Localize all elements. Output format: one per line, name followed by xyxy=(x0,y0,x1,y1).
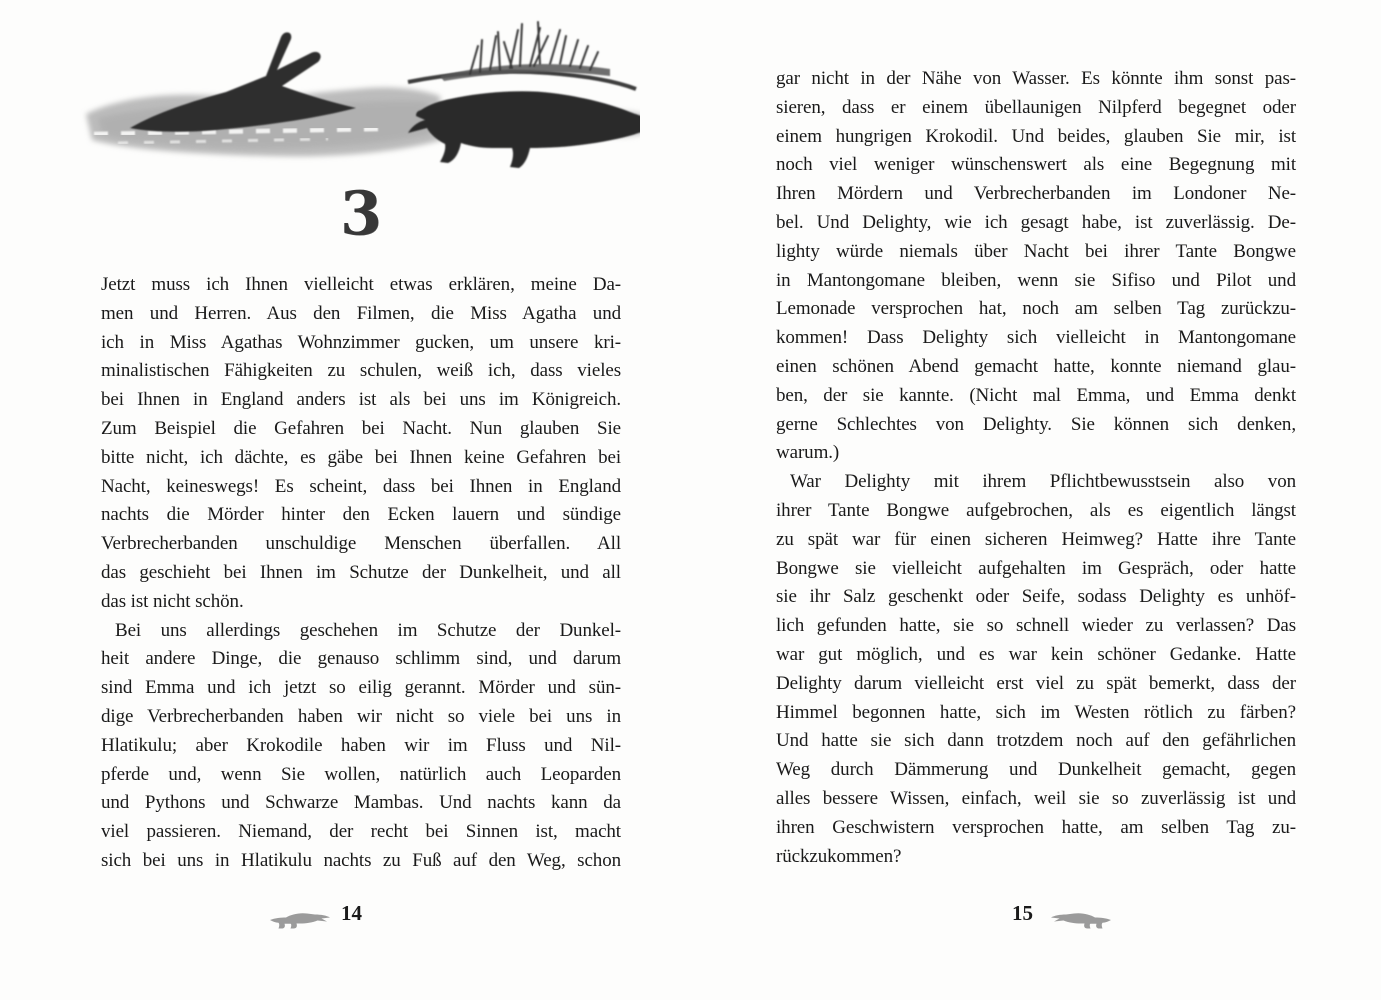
right-crocodile-silhouette xyxy=(408,91,640,168)
text-line: einen schönen Abend gemacht hatte, konnte niemand glau- xyxy=(776,355,1296,377)
text-line: gerne Schlechtes von Delighty. Sie können sich denken, xyxy=(776,413,1296,435)
text-line: Weg durch Dämmerung und Dunkelheit gemacht, gegen xyxy=(776,759,1296,781)
right-page-text xyxy=(776,65,1296,871)
crocodiles-riverbank-illustration xyxy=(78,6,640,174)
text-line: sind Emma und ich jetzt so eilig gerannt. Mörder und sün- xyxy=(101,677,621,699)
text-line: Und hatte sie sich dann trotzdem noch auf den gefährlichen xyxy=(776,730,1296,752)
text-line: gar nicht in der Nähe von Wasser. Es könnte ihm sonst pas- xyxy=(776,68,1296,89)
chapter-number: 3 xyxy=(340,179,382,249)
text-line: das ist nicht schön. xyxy=(101,590,244,612)
text-line: viel passieren. Niemand, der recht bei Sinnen ist, macht xyxy=(101,821,621,843)
text-line: nachts die Mörder hinter den Ecken lauern und sündige xyxy=(101,504,621,526)
text-line: Ihren Mördern und Verbrecherbanden im Londoner Ne- xyxy=(776,183,1296,205)
text-line: ben, der sie kannte. (Nicht mal Emma, und Emma denkt xyxy=(776,384,1296,406)
text-line: pferde und, wenn Sie wollen, natürlich auch Leoparden xyxy=(101,763,621,785)
text-line: Lemonade versprochen hat, noch am selben Tag zurückzu- xyxy=(776,298,1296,320)
text-line: sie ihr Salz geschenkt oder Seife, sodass Delighty es unhöf- xyxy=(776,586,1296,608)
text-line: Himmel begonnen hatte, sich im Westen rötlich zu färben? xyxy=(776,701,1296,723)
text-line: zu spät war für einen sicheren Heimweg? Hatte ihre Tante xyxy=(776,528,1296,550)
text-line: warum.) xyxy=(776,442,840,464)
text-line: Verbrecherbanden unschuldige Menschen überfallen. All xyxy=(101,533,621,555)
left-page-text xyxy=(101,271,621,876)
text-line: Jetzt muss ich Ihnen vielleicht etwas erklären, meine Da- xyxy=(101,274,621,295)
text-line: das geschieht bei Ihnen im Schutze der Dunkelheit, und all xyxy=(101,561,621,583)
text-line: bel. Und Delighty, wie ich gesagt habe, ist zuverlässig. De- xyxy=(776,211,1296,233)
text-line: lighty würde niemals über Nacht bei ihrer Tante Bongwe xyxy=(776,240,1296,262)
page-number-right: 15 xyxy=(1012,901,1033,925)
text-line: Nacht, keineswegs! Es scheint, dass bei Ihnen in England xyxy=(101,475,621,497)
crocodile-icon xyxy=(270,907,332,931)
text-line: ich in Miss Agathas Wohnzimmer gucken, um unsere kri- xyxy=(101,331,621,353)
text-line: War Delighty mit ihrem Pflichtbewusstsein also von xyxy=(790,471,1296,493)
text-line: Hlatikulu; aber Krokodile haben wir im Fluss und Nil- xyxy=(101,734,621,756)
text-line: sich bei uns in Hlatikulu nachts zu Fuß auf den Weg, schon xyxy=(101,849,621,871)
text-line: lich gefunden hatte, sie so schnell wieder zu verlassen? Das xyxy=(776,615,1296,637)
text-line: und Pythons und Schwarze Mambas. Und nachts kann da xyxy=(101,792,621,814)
text-line: Bongwe sie vielleicht aufgehalten im Gespräch, oder hatte xyxy=(776,557,1296,579)
text-line: Delighty darum vielleicht erst viel zu spät bemerkt, dass der xyxy=(776,672,1296,694)
text-line: bitte nicht, ich dächte, es gäbe bei Ihnen keine Gefahren bei xyxy=(101,446,621,468)
text-line: ihren Geschwistern versprochen hatte, am selben Tag zu- xyxy=(776,816,1296,838)
text-line: ihrer Tante Bongwe aufgebrochen, als es eigentlich längst xyxy=(776,499,1296,521)
text-line: Zum Beispiel die Gefahren bei Nacht. Nun glauben Sie xyxy=(101,417,621,439)
text-line: in Mantongomane bleiben, wenn sie Sifiso und Pilot und xyxy=(776,269,1296,291)
text-line: minalistischen Fähigkeiten zu schulen, weiß ich, dass vieles xyxy=(101,360,621,382)
crocodile-icon xyxy=(1049,907,1111,931)
text-line: noch viel weniger wünschenswert als eine Begegnung mit xyxy=(776,154,1296,176)
text-line: sieren, dass er einem übellaunigen Nilpferd begegnet oder xyxy=(776,96,1296,118)
text-line: Bei uns allerdings geschehen im Schutze der Dunkel- xyxy=(115,619,621,641)
text-line: dige Verbrecherbanden haben wir nicht so viele bei uns in xyxy=(101,705,621,727)
text-line: alles bessere Wissen, einfach, weil sie so zuverlässig ist und xyxy=(776,787,1296,809)
text-line: war gut möglich, und es war kein schöner Gedanke. Hatte xyxy=(776,643,1296,665)
text-line: men und Herren. Aus den Filmen, die Miss Agatha und xyxy=(101,302,621,324)
page-number-left: 14 xyxy=(341,901,362,925)
text-line: einem hungrigen Krokodil. Und beides, glauben Sie mir, ist xyxy=(776,125,1296,147)
text-line: rückzukommen? xyxy=(776,845,902,867)
text-line: kommen! Dass Delighty sich vielleicht in Mantongomane xyxy=(776,327,1296,349)
text-line: bei Ihnen in England anders ist als bei uns im Königreich. xyxy=(101,389,621,411)
text-line: heit andere Dinge, die genauso schlimm sind, und darum xyxy=(101,648,621,670)
